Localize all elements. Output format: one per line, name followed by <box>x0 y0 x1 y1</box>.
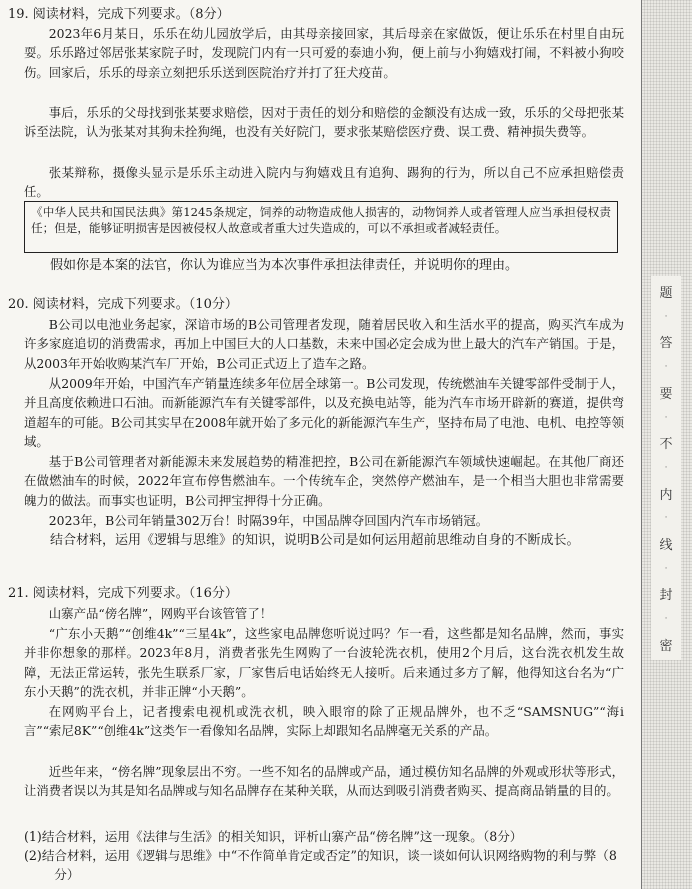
binding-separator: · <box>664 513 668 524</box>
q19-paragraph-1: 2023年6月某日，乐乐在幼儿园放学后，由其母亲接回家，其后母亲在家做饭，便让乐乐在村里自由玩耍。乐乐路过邻居张某家院子时，发现院门内有一只可爱的泰迪小狗，便上前与小狗嬉戏打闹，不料被小狗咬伤。回家后，乐乐的母亲立刻把乐乐送到医院治疗并打了狂犬疫苗。 <box>24 26 624 80</box>
binding-rule <box>641 0 642 889</box>
q19-title: 19. 阅读材料，完成下列要求。（8分） <box>8 7 230 22</box>
q19-paragraph-2: 事后，乐乐的父母找到张某要求赔偿，因对于责任的划分和赔偿的金额没有达成一致，乐乐的父母把张某诉至法院，认为张某对其狗未拴狗绳，也没有关好院门，要求张某赔偿医疗费、误工费、精神损失费等。 <box>24 105 624 140</box>
q20-title: 20. 阅读材料，完成下列要求。（10分） <box>8 297 238 312</box>
binding-char: 要 <box>659 386 673 402</box>
q21-subquestion-2: (2)结合材料，运用《逻辑与思维》中“不作简单肯定或否定”的知识，谈一谈如何认识网络购物的利与弊（8分） <box>24 848 617 882</box>
binding-char: 封 <box>659 588 673 604</box>
q20-paragraph-2: 从2009年开始，中国汽车产销量连续多年位居全球第一。B公司发现，传统燃油车关键零部件受制于人，并且高度依赖进口石油。而新能源汽车有关键零部件，以及充换电站等，能为汽车市场开辟新的赛道，提供弯道超车的可能。B公司其实早在2008年就开始了多元化的新能源汽车生产，坚持布局了电池、电机、电控等领域。 <box>24 376 624 450</box>
q21-heading: 山寨产品“傍名牌”，网购平台该管管了！ <box>48 606 273 621</box>
binding-separator: · <box>664 311 668 322</box>
binding-separator: · <box>664 462 668 473</box>
binding-separator: · <box>664 362 668 373</box>
binding-separator: · <box>664 563 668 574</box>
binding-char: 不 <box>659 437 673 453</box>
q21-paragraph-1: “广东小天鹅”“创维4k”“三星4k”，这些家电品牌您听说过吗？乍一看，这些都是知名品牌，然而，事实并非你想象的那样。2023年8月，消费者张先生网购了一台波轮洗衣机，使用2个月后，这台洗衣机发生故障，无法正常运转，张先生联系厂家，厂家售后电话始终无人接听。后来通过多方了解，他得知这台名为“广东小天鹅”的洗衣机，并非正牌“小天鹅”。 <box>24 626 624 700</box>
q20-question: 结合材料，运用《逻辑与思维》的知识，说明B公司是如何运用超前思维动自身的不断成长。 <box>50 533 580 548</box>
q21-title: 21. 阅读材料，完成下列要求。（16分） <box>8 586 238 601</box>
q19-law-box: 《中华人民共和国民法典》第1245条规定，饲养的动物造成他人损害的，动物饲养人或者管理人应当承担侵权责任；但是，能够证明损害是因被侵权人故意或者重大过失造成的，可以不承担或者减轻责任。 <box>24 201 618 253</box>
q21-paragraph-3: 近些年来，“傍名牌”现象层出不穷。一些不知名的品牌或产品，通过模仿知名品牌的外观或形状等形式，让消费者误以为其是知名品牌或与知名品牌存在某种关联，从而达到吸引消费者购买、提高商品销量的目的。 <box>24 764 624 799</box>
binding-strip <box>641 0 692 889</box>
binding-char: 线 <box>659 538 673 554</box>
q21-subquestions <box>24 827 628 884</box>
q19-paragraph-3: 张某辩称，摄像头显示是乐乐主动进入院内与狗嬉戏且有追狗、踢狗的行为，所以自己不应承担赔偿责任。 <box>24 165 624 200</box>
binding-separator: · <box>664 412 668 423</box>
q20-paragraph-3: 基于B公司管理者对新能源未来发展趋势的精准把控，B公司在新能源汽车领域快速崛起。在其他厂商还在做燃油车的时候，2022年宣布停售燃油车。一个传统车企，突然停产燃油车，是一个相当大胆也非常需要魄力的做法。而事实也证明，B公司押宝押得十分正确。 <box>24 454 624 508</box>
q19-question: 假如你是本案的法官，你认为谁应当为本次事件承担法律责任，并说明你的理由。 <box>50 258 519 273</box>
q20-paragraph-1: B公司以电池业务起家，深谙市场的B公司管理者发现，随着居民收入和生活水平的提高，购买汽车成为许多家庭追切的消费需求，再加上中国巨大的人口基数，未来中国必定会成为世上最大的汽车产销国。于是，从2003年开始收购某汽车厂开始，B公司正式迈上了造车之路。 <box>24 317 624 371</box>
q21-paragraph-2: 在网购平台上，记者搜索电视机或洗衣机，映入眼帘的除了正规品牌外，也不乏“SAMSNUG”“海ⅰ言”“索尼8K”“创维4k”这类乍一看像知名品牌，实际上却跟知名品牌毫无关系的产品。 <box>24 704 624 739</box>
binding-char: 题 <box>659 286 673 301</box>
binding-char: 密 <box>659 638 673 654</box>
q20-paragraph-4: 2023年，B公司年销量302万台！时隔39年，中国品牌夺回国内汽车市场销冠。 <box>48 513 489 528</box>
binding-warning-text <box>651 276 681 660</box>
binding-char: 答 <box>659 336 673 352</box>
binding-separator: · <box>664 614 668 625</box>
q21-subquestion-1: (1)结合材料，运用《法律与生活》的相关知识，评析山寨产品“傍名牌”这一现象。（8分） <box>24 829 523 844</box>
binding-char: 内 <box>659 487 673 503</box>
